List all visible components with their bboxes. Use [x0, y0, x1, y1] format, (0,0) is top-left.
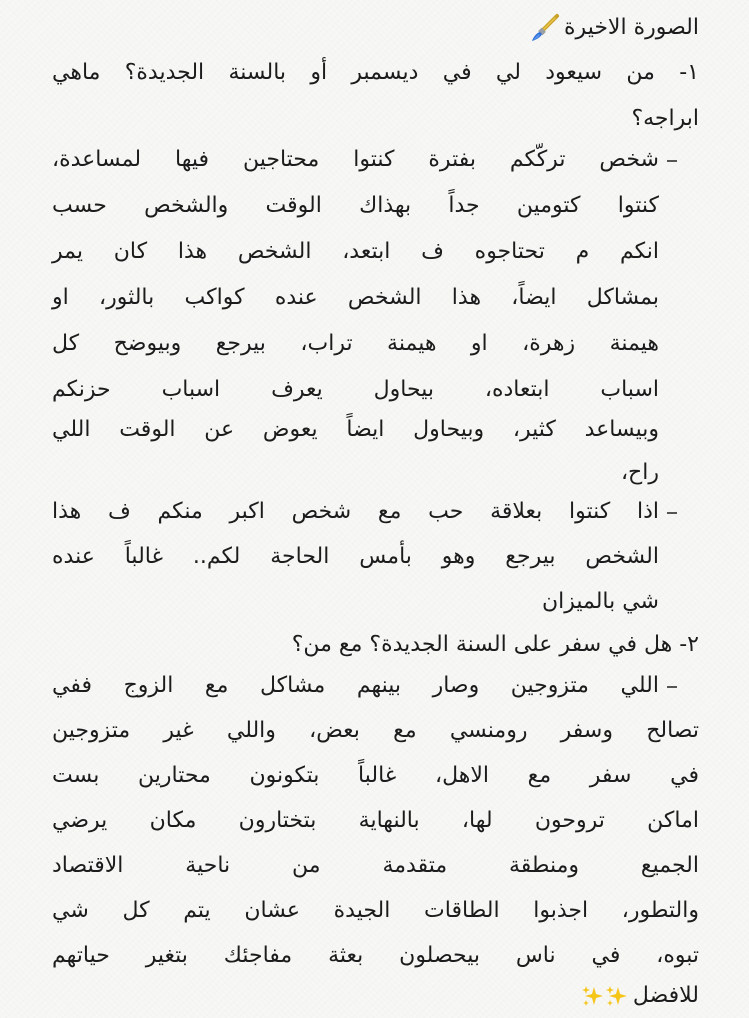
q1-bullet1-line-8: راح، [620, 460, 659, 485]
note-title [530, 12, 699, 44]
question-1-line-2: ابراجه؟ [631, 106, 699, 131]
paintbrush-icon [530, 13, 560, 43]
q2-bullet1-line-3: في سفر مع الاهل، غالباً بتكونون محتارين بست [52, 763, 699, 788]
q1-bullet1-line-4: بمشاكل ايضاً، هذا الشخص عنده كواكب بالثور، او [52, 285, 659, 310]
sparkles-icon [605, 984, 629, 1008]
sparkles-group [581, 981, 629, 1011]
bullet-dash [667, 512, 677, 514]
q1-bullet1-line-7: وبيساعد كثير، وبيحاول ايضاً يعوض عن الوقت اللي [52, 417, 659, 442]
question-2-line-1: ٢- هل في سفر على السنة الجديدة؟ مع من؟ [291, 632, 699, 657]
q1-bullet1-line-5: هيمنة زهرة، او هيمنة تراب، بيرجع وبيوضح كل [52, 331, 659, 356]
q2-bullet1-line-6: والتطور، اجذبوا الطاقات الجيدة عشان يتم كل شي [52, 898, 699, 923]
q1-bullet2-line-1: اذا كنتوا بعلاقة حب مع شخص اكبر منكم ف هذا [52, 499, 659, 524]
q2-bullet1-line-1: اللي متزوجين وصار بينهم مشاكل مع الزوج ففي [52, 673, 659, 698]
q1-bullet1-line-6: اسباب ابتعاده، بيحاول يعرف اسباب حزنكم [52, 377, 659, 402]
bullet-dash [667, 686, 677, 688]
q1-bullet2-line-3: شي بالميزان [541, 589, 659, 614]
q2-bullet1-line-7: تبوه، في ناس بيحصلون بعثة مفاجئك بتغير حياتهم [52, 943, 699, 968]
title-text: الصورة الاخيرة [564, 15, 699, 40]
q2-bullet1-line-5: الجميع ومنطقة متقدمة من ناحية الاقتصاد [52, 853, 699, 878]
bullet-dash [667, 160, 677, 162]
q2-bullet1-line-4: اماكن تروحون لها، بالنهاية بتختارون مكان يرضي [52, 808, 699, 833]
sparkles-icon [581, 984, 605, 1008]
q1-bullet1-line-3: انكم م تحتاجوه ف ابتعد، الشخص هذا كان يمر [52, 239, 659, 264]
q1-bullet2-line-2: الشخص بيرجع وهو بأمس الحاجة لكم.. غالباً عنده [52, 544, 659, 569]
q2-bullet1-line-8 [581, 981, 699, 1013]
q1-bullet1-line-2: كنتوا كتومين جداً بهذاك الوقت والشخص حسب [52, 193, 659, 218]
question-1-line-1: ١- من سيعود لي في ديسمبر أو بالسنة الجديدة؟ ماهي [52, 60, 699, 85]
final-line-text: للافضل [632, 983, 699, 1008]
q1-bullet1-line-1: شخص تركّكم بفترة كنتوا محتاجين فيها لمساعدة، [52, 147, 659, 172]
q2-bullet1-line-2: تصالح وسفر رومنسي مع بعض، واللي غير متزوجين [52, 718, 699, 743]
